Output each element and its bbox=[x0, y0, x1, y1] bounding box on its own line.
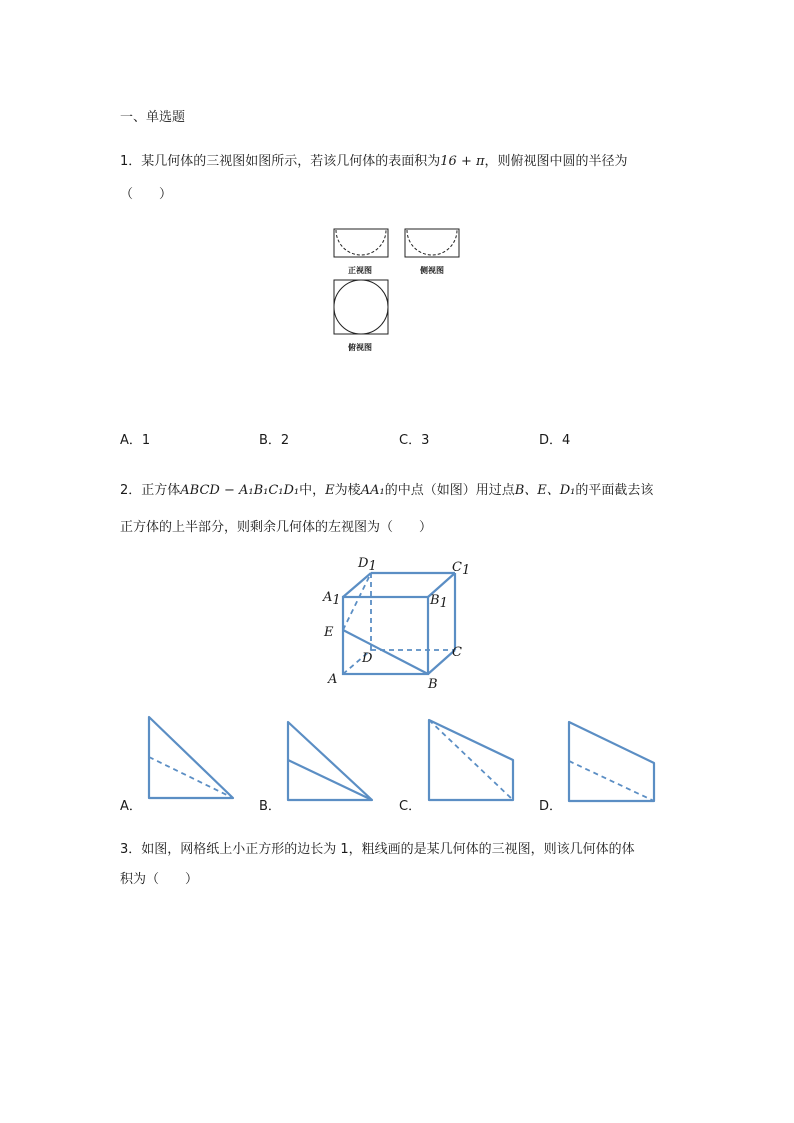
q3-line1: 3．如图，网格纸上小正方形的边长为 1，粗线画的是某几何体的三视图，则该几何体的体 bbox=[120, 842, 635, 857]
q2-text-a: 2．正方体 bbox=[120, 483, 181, 498]
section-title: 一、单选题 bbox=[120, 110, 186, 125]
option-b-figure[interactable] bbox=[288, 722, 372, 800]
vertex-label-a: A bbox=[328, 672, 338, 687]
q1-prefix: 1．某几何体的三视图如图所示，若该几何体的表面积为 bbox=[120, 154, 441, 169]
vertex-label-d1: D1 bbox=[358, 556, 377, 574]
top-view-label: 俯视图 bbox=[348, 343, 372, 352]
vertex-label-b1: B1 bbox=[430, 593, 448, 611]
q1-suffix: ，则俯视图中圆的半径为 bbox=[484, 154, 628, 169]
q1-option-a[interactable]: A．1 bbox=[120, 433, 151, 448]
q1-option-c[interactable]: C．3 bbox=[399, 433, 430, 448]
q2-option-d[interactable]: D． bbox=[539, 799, 563, 814]
q2-point-e: E bbox=[325, 483, 335, 498]
q2-edge: AA₁ bbox=[360, 483, 385, 498]
q1-option-d[interactable]: D．4 bbox=[539, 433, 571, 448]
q1-option-b[interactable]: B．2 bbox=[259, 433, 290, 448]
vertex-label-c1: C1 bbox=[452, 560, 471, 578]
q2-text-c: 为棱 bbox=[334, 483, 361, 498]
q2-line2: 正方体的上半部分，则剩余几何体的左视图为（ ） bbox=[120, 520, 433, 535]
option-a-figure[interactable] bbox=[149, 717, 233, 798]
q3-line2: 积为（ ） bbox=[120, 872, 199, 887]
q2-text-d: 的中点（如图）用过点 bbox=[384, 483, 515, 498]
q1-paren: （ ） bbox=[120, 187, 173, 202]
vertex-label-d: D bbox=[362, 651, 373, 666]
vertex-label-e: E bbox=[324, 625, 334, 640]
vertex-label-b: B bbox=[428, 677, 438, 692]
q2-cube-name: ABCD − A₁B₁C₁D₁ bbox=[180, 483, 300, 498]
q2-option-c[interactable]: C． bbox=[399, 799, 422, 814]
front-view-label: 正视图 bbox=[348, 266, 372, 275]
q2-option-b[interactable]: B． bbox=[259, 799, 281, 814]
vertex-label-a1: A1 bbox=[323, 590, 341, 608]
side-view-label: 侧视图 bbox=[420, 266, 444, 275]
q1-math: 16 + π bbox=[440, 154, 485, 169]
option-d-figure[interactable] bbox=[569, 722, 654, 801]
vertex-label-c: C bbox=[452, 645, 462, 660]
q2-option-a[interactable]: A． bbox=[120, 799, 142, 814]
q2-text-e: 的平面截去该 bbox=[575, 483, 654, 498]
q2-text-b: 中， bbox=[299, 483, 326, 498]
option-c-figure[interactable] bbox=[429, 720, 513, 800]
q2-points: B、E、D₁ bbox=[514, 483, 576, 498]
